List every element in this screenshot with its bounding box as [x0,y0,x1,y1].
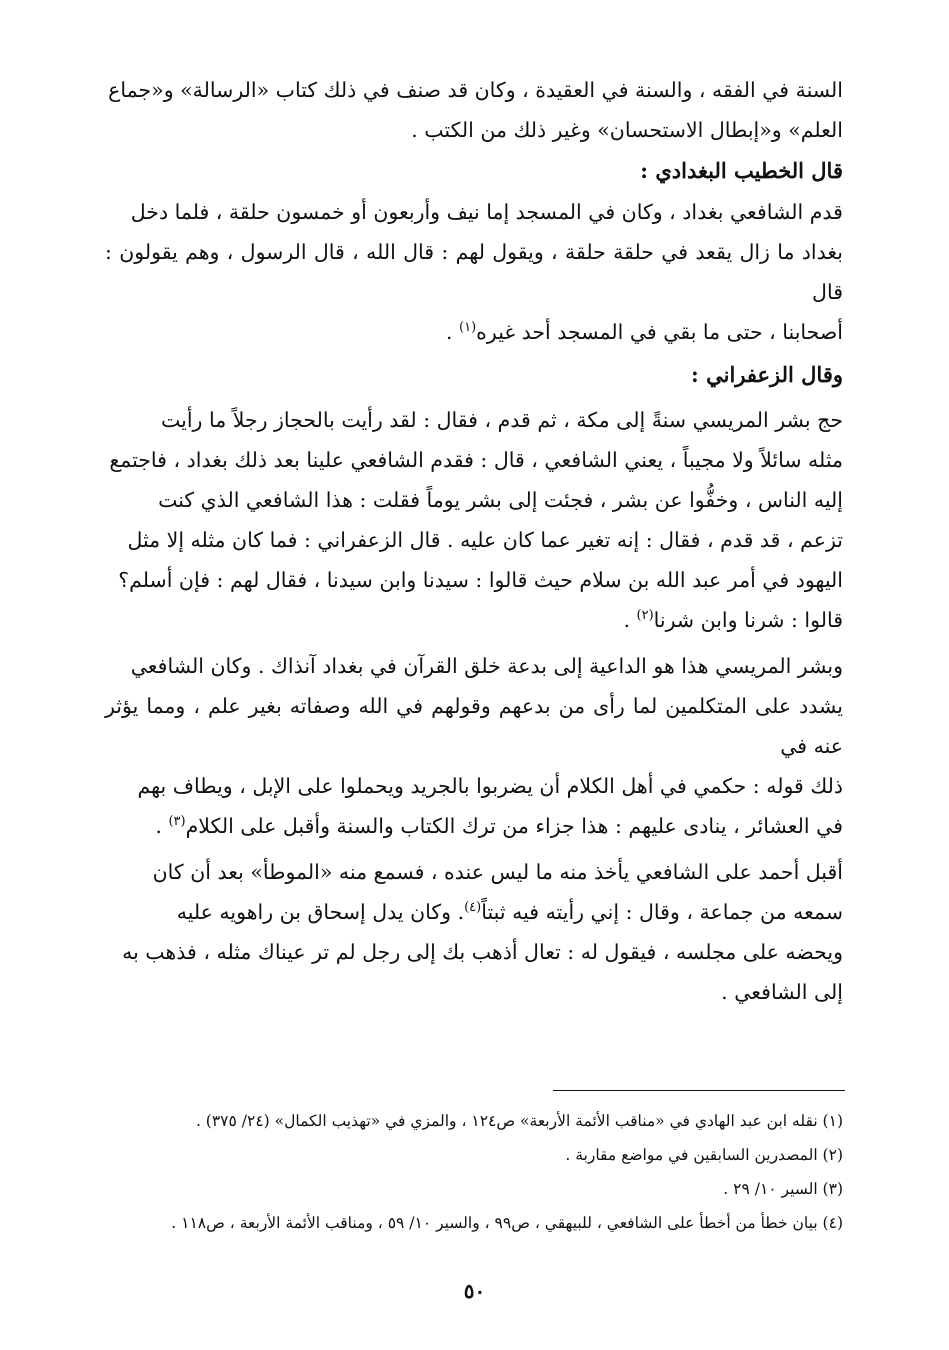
footnote-ref-1: (١) [459,320,477,336]
footnote-divider [553,1090,845,1091]
text-line: يشدد على المتكلمين لما رأى من بدعهم وقولهم في الله وصفاته بغير علم ، ومما يؤثر عنه في [105,694,843,758]
footnote-3: (٣) السير ١٠/ ٢٩ . [723,1180,843,1198]
footnotes [105,1104,843,1240]
text-line: تزعم ، قد قدم ، فقال : إنه تغير عما كان عليه . قال الزعفراني : فما كان مثله إلا مثل [127,528,843,552]
text-line: بغداد ما زال يقعد في حلقة حلقة ، ويقول لهم : قال الله ، قال الرسول ، وهم يقولون : قال [105,240,843,304]
paragraph-5 [105,852,843,1012]
main-text [105,70,843,1012]
text-line: إليه الناس ، وخفُّوا عن بشر ، فجئت إلى بشر يوماً فقلت : هذا الشافعي الذي كنت [158,488,843,512]
text-line: قدم الشافعي بغداد ، وكان في المسجد إما نيف وأربعون أو خمسون حلقة ، فلما دخل [130,200,843,224]
sentence-end: . [623,608,630,632]
footnote-1: (١) نقله ابن عبد الهادي في «مناقب الأئمة الأربعة» ص١٢٤ ، والمزي في «تهذيب الكمال» (٢٤/ ٣٧٥) . [195,1112,843,1130]
text-line: قالوا : شرنا وابن شرنا [653,608,843,632]
footnote-ref-3: (٣) [168,814,186,830]
footnote-4: (٤) بيان خطأ من أخطأ على الشافعي ، للبيهقي ، ص٩٩ ، والسير ١٠/ ٥٩ ، ومناقب الأئمة الأربعة ، ص١١٨ . [171,1214,843,1232]
text-line: . وكان يدل إسحاق بن راهويه عليه [176,900,465,924]
paragraph-4 [105,646,843,846]
footnote-ref-2: (٢) [636,608,654,624]
heading-khatib: قال الخطيب البغدادي : [640,158,843,183]
text-line: سمعه من جماعة ، وقال : إني رأيته فيه ثبتاً [481,900,843,924]
sentence-end: . [155,814,162,838]
footnote-2: (٢) المصدرين السابقين في مواضع مقاربة . [565,1146,843,1164]
text-line: اليهود في أمر عبد الله بن سلام حيث قالوا : سيدنا وابن سيدنا ، فقال لهم : فإن أسلم؟ [118,568,843,592]
text-line: أقبل أحمد على الشافعي يأخذ منه ما ليس عنده ، فسمع منه «الموطأ» بعد أن كان [152,860,843,884]
text-line: حج بشر المريسي سنةً إلى مكة ، ثم قدم ، فقال : لقد رأيت بالحجاز رجلاً ما رأيت [161,408,843,432]
paragraph-1 [105,70,843,150]
paragraph-2 [105,192,843,352]
text-line: أصحابنا ، حتى ما بقي في المسجد أحد غيره [476,320,843,344]
page-number: ٥٠ [463,1279,486,1303]
text-line: مثله سائلاً ولا مجيباً ، يعني الشافعي ، قال : فقدم الشافعي علينا بعد ذلك بغداد ، فاجتمع [109,448,843,472]
text-line: ويحضه على مجلسه ، فيقول له : تعال أذهب بك إلى رجل لم تر عيناك مثله ، فذهب به [122,940,843,964]
text-line: السنة في الفقه ، والسنة في العقيدة ، وكان قد صنف في ذلك كتاب «الرسالة» و«جماع [108,78,843,102]
text-line: ذلك قوله : حكمي في أهل الكلام أن يضربوا بالجريد ويحملوا على الإبل ، ويطاف بهم [137,774,843,798]
text-line: وبشر المريسي هذا هو الداعية إلى بدعة خلق القرآن في بغداد آنذاك . وكان الشافعي [130,654,843,678]
footnote-ref-4: (٤) [464,900,482,916]
heading-zaafarani: وقال الزعفراني : [691,362,843,387]
text-line: في العشائر ، ينادى عليهم : هذا جزاء من ترك الكتاب والسنة وأقبل على الكلام [185,814,843,838]
sentence-end: . [445,320,453,344]
text-line: العلم» و«إبطال الاستحسان» وغير ذلك من الكتب . [411,118,843,142]
paragraph-3 [105,400,843,640]
text-line: إلى الشافعي . [721,980,843,1004]
